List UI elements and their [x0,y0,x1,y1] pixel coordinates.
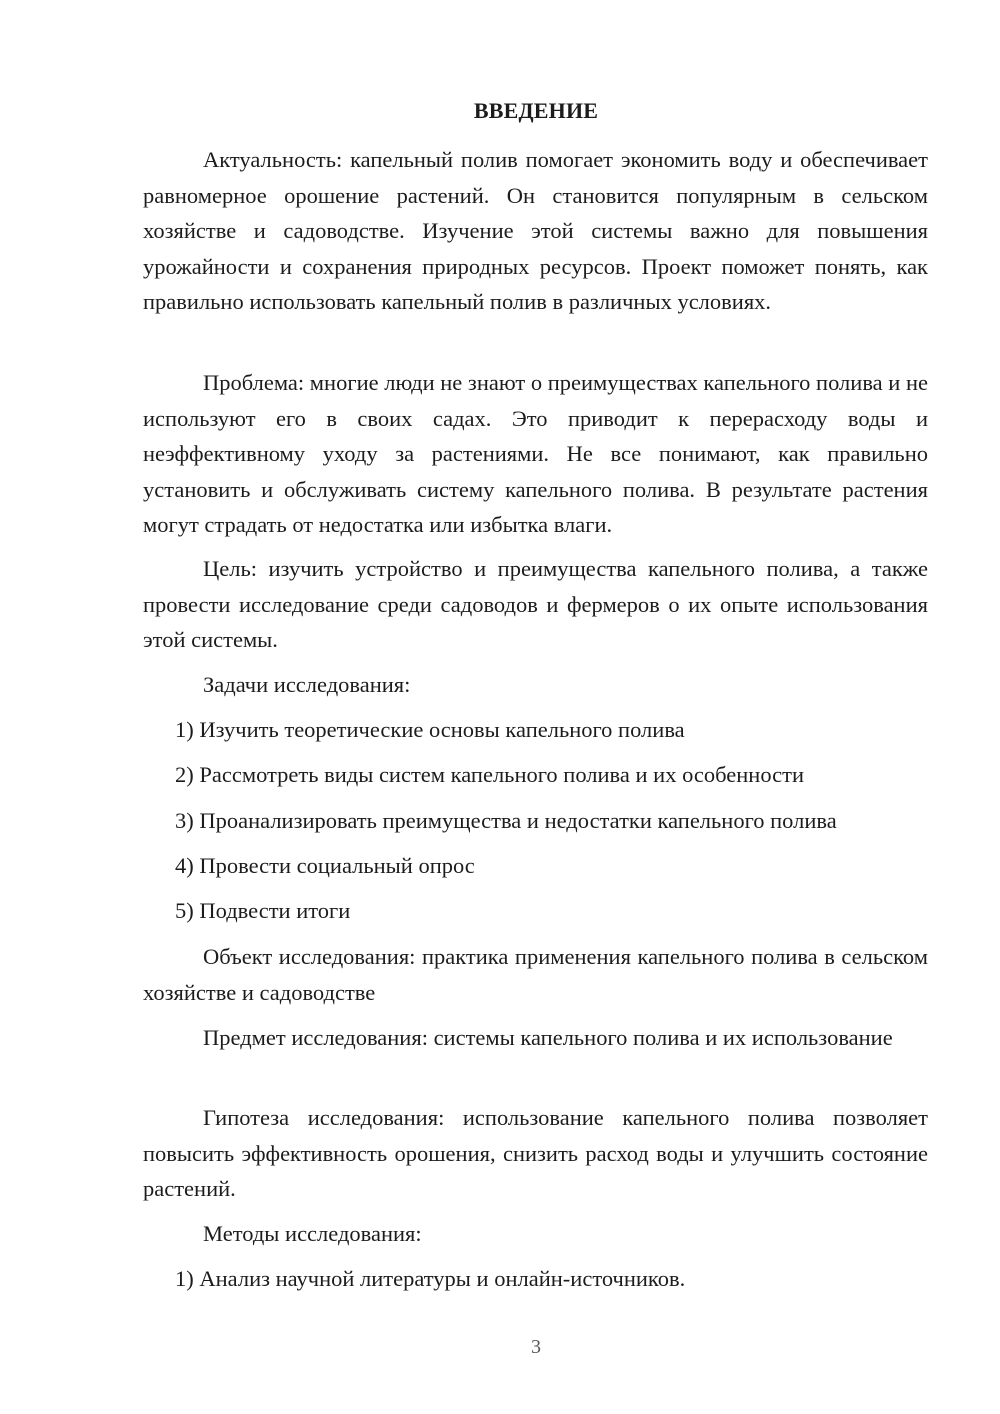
task-item-2: 2) Рассмотреть виды систем капельного полива и их особенности [175,762,805,787]
paragraph-subject: Предмет исследования: системы капельного полива и их использование [203,1025,893,1050]
paragraph-hypothesis: Гипотеза исследования: использование капельного полива позволяет повысить эффективность орошения, снизить расход воды и улучшить состояние растений. [143,1105,928,1201]
method-item-1: 1) Анализ научной литературы и онлайн-источников. [175,1266,686,1291]
task-item-5: 5) Подвести итоги [175,898,351,923]
paragraph-relevance: Актуальность: капельный полив помогает экономить воду и обеспечивает равномерное орошение растений. Он становится популярным в сельском хозяйстве и садоводстве. Изучение этой системы важно для повышения урожайности и сохранения природных ресурсов. Проект поможет понять, как правильно использовать капельный полив в различных условиях. [143,147,928,314]
paragraph-goal: Цель: изучить устройство и преимущества капельного полива, а также провести исследование среди садоводов и фермеров о их опыте использования этой системы. [143,556,928,652]
paragraph-problem: Проблема: многие люди не знают о преимуществах капельного полива и не используют его в своих садах. Это приводит к перерасходу воды и неэффективному уходу за растениями. Не все понимают, как правильно установить и обслуживать систему капельного полива. В результате растения могут страдать от недостатка или избытка влаги. [143,370,928,537]
section-title: ВВЕДЕНИЕ [473,98,599,123]
task-item-3: 3) Проанализировать преимущества и недостатки капельного полива [175,808,837,833]
task-item-4: 4) Провести социальный опрос [175,853,475,878]
tasks-heading: Задачи исследования: [203,672,411,697]
paragraph-object: Объект исследования: практика применения капельного полива в сельском хозяйстве и садоводстве [143,944,928,1005]
page-number: 3 [531,1336,541,1358]
task-item-1: 1) Изучить теоретические основы капельного полива [175,717,685,742]
methods-heading: Методы исследования: [203,1221,422,1246]
